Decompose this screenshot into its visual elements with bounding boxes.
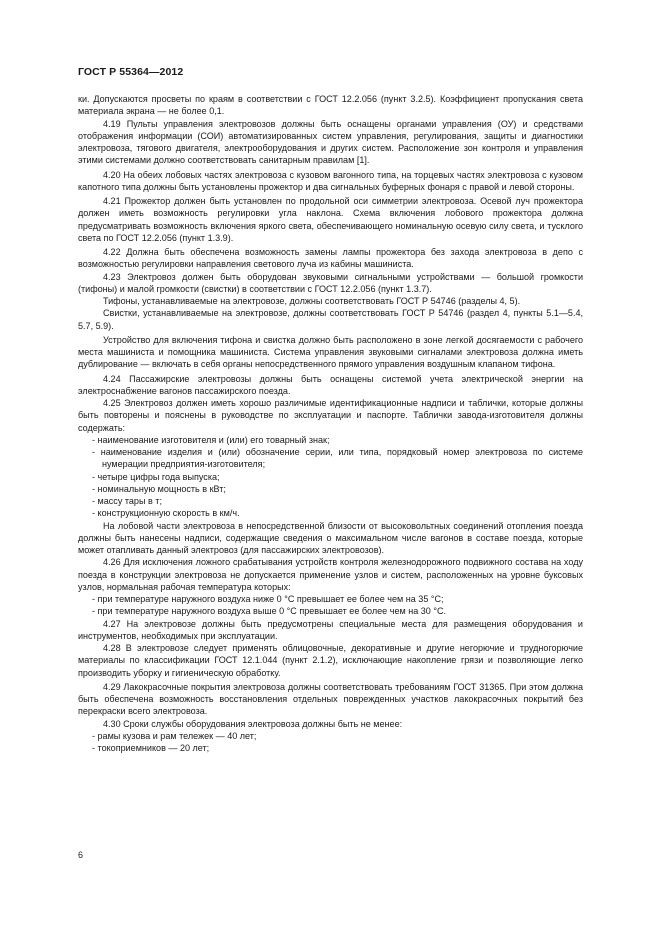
paragraph: 4.20 На обеих лобовых частях электровоза с кузовом вагонного типа, на торцевых частях электровоза с кузовом капотного типа должны быть установлены прожектор и два сигнальных буферных фонаря с правой и левой стороны. [78,169,583,192]
paragraph: На лобовой части электровоза в непосредственной близости от высоковольтных соединений отопления поезда должны быть нанесены надписи, содержащие сведения о максимальном числе вагонов в составе поезда, которые может отапливать данный электровоз (для пассажирских электровозов). [78,520,583,555]
list-item: - токоприемников — 20 лет; [92,743,210,753]
paragraph: 4.24 Пассажирские электровозы должны быть оснащены системой учета электрической энергии на электроснабжение вагонов пассажирского поезда. [78,373,583,396]
paragraph: 4.28 В электровозе следует применять облицовочные, декоративные и другие негорючие и трудногорючие материалы по классификации ГОСТ 12.1.044 (пункт 2.1.2), исключающие накопление грязи и позволяющие легко производить уборку и гигиеническую обработку. [78,643,583,678]
paragraph: 4.21 Прожектор должен быть установлен по продольной оси симметрии электровоза. Осевой луч прожектора должен иметь возможность регулировки угла наклона. Схема включения лобового прожектора должна предусматривать возможность включения яркого света, обеспечивающего номинальную осевую силу света, и тусклого света по ГОСТ 12.2.056 (пункт 1.3.9). [78,196,583,243]
document-body [78,93,583,754]
list-item: - четыре цифры года выпуска; [92,471,220,482]
paragraph: Тифоны, устанавливаемые на электровозе, должны соответствовать ГОСТ Р 54746 (разделы 4, 5). [103,296,521,306]
paragraph: 4.23 Электровоз должен быть оборудован звуковыми сигнальными устройствами — большой громкости (тифоны) и малой громкости (свистки) в соответствии с ГОСТ 12.2.056 (пункт 1.3.7). [78,271,583,294]
document-header: ГОСТ Р 55364—2012 [78,66,184,78]
paragraph: Устройство для включения тифона и свистка должно быть расположено в зоне легкой досягаемости с рабочего места машиниста и помощника машиниста. Система управления звуковыми сигналами электровоза должна иметь дублирование — включать в себя органы непосредственного прямого управления воздушным клапаном тифона. [78,334,583,370]
list-item: - при температуре наружного воздуха выше 0 °С превышает ее более чем на 30 °С. [92,606,446,617]
paragraph: 4.30 Сроки службы оборудования электровоза должны быть не менее: [103,718,403,729]
paragraph: 4.26 Для исключения ложного срабатывания устройств контроля железнодорожного подвижного состава на ходу поезда в конструкции электровоза не допускается применение узлов и систем, расположенных на уровне буксовых узлов, нормальная рабочая температура которых: [78,557,583,592]
list-item: - номинальную мощность в кВт; [92,483,226,494]
paragraph: 4.27 На электровозе должны быть предусмотрены специальные места для размещения оборудования и инструментов, необходимых при эксплуатации. [78,618,583,641]
paragraph: 4.29 Лакокрасочные покрытия электровоза должны соответствовать требованиям ГОСТ 31365. При этом должна быть обеспечена возможность восстановления отдельных поврежденных участков лакокрасочных покрытий без перекраски всего электровоза. [78,681,583,717]
list-item: - конструкционную скорость в км/ч. [92,508,240,519]
page-number: 6 [78,850,84,860]
list-item: - при температуре наружного воздуха ниже 0 °С превышает ее более чем на 35 °С; [92,594,444,604]
paragraph: 4.25 Электровоз должен иметь хорошо различимые идентификационные надписи и таблички, которые должны быть повторены и пояснены в руководстве по эксплуатации и паспорте. Таблички завода-изготовителя должны содержать: [78,398,583,433]
list-item: - рамы кузова и рам тележек — 40 лет; [92,730,257,741]
paragraph: Свистки, устанавливаемые на электровозе, должны соответствовать ГОСТ Р 54746 (раздел 4, пункты 5.1—5.4, 5.7, 5.9). [78,308,583,331]
paragraph: 4.22 Должна быть обеспечена возможность замены лампы прожектора без захода электровоза в депо с возможностью регулировки направления светового луча из кабины машиниста. [78,247,583,270]
list-item: - наименование изделия и (или) обозначение серии, или типа, порядковый номер электровоза по системе нумерации предприятия-изготовителя; [92,447,583,470]
paragraph: 4.19 Пульты управления электровозов должны быть оснащены органами управления (ОУ) и средствами отображения информации (СОИ) автоматизированных систем управления, регулирования, защиты и диагностики электровоза, тягового двигателя, электрооборудования и других систем. Расположение зон контроля и управления этими системами должно соответствовать санитарным правилам [1]. [78,118,583,166]
list-item: - наименование изготовителя и (или) его товарный знак; [92,434,330,445]
list-item: - массу тары в т; [92,496,162,506]
paragraph: ки. Допускаются просветы по краям в соответствии с ГОСТ 12.2.056 (пункт 3.2.5). Коэффициент пропускания света материала экрана — не более 0,1. [78,94,583,117]
